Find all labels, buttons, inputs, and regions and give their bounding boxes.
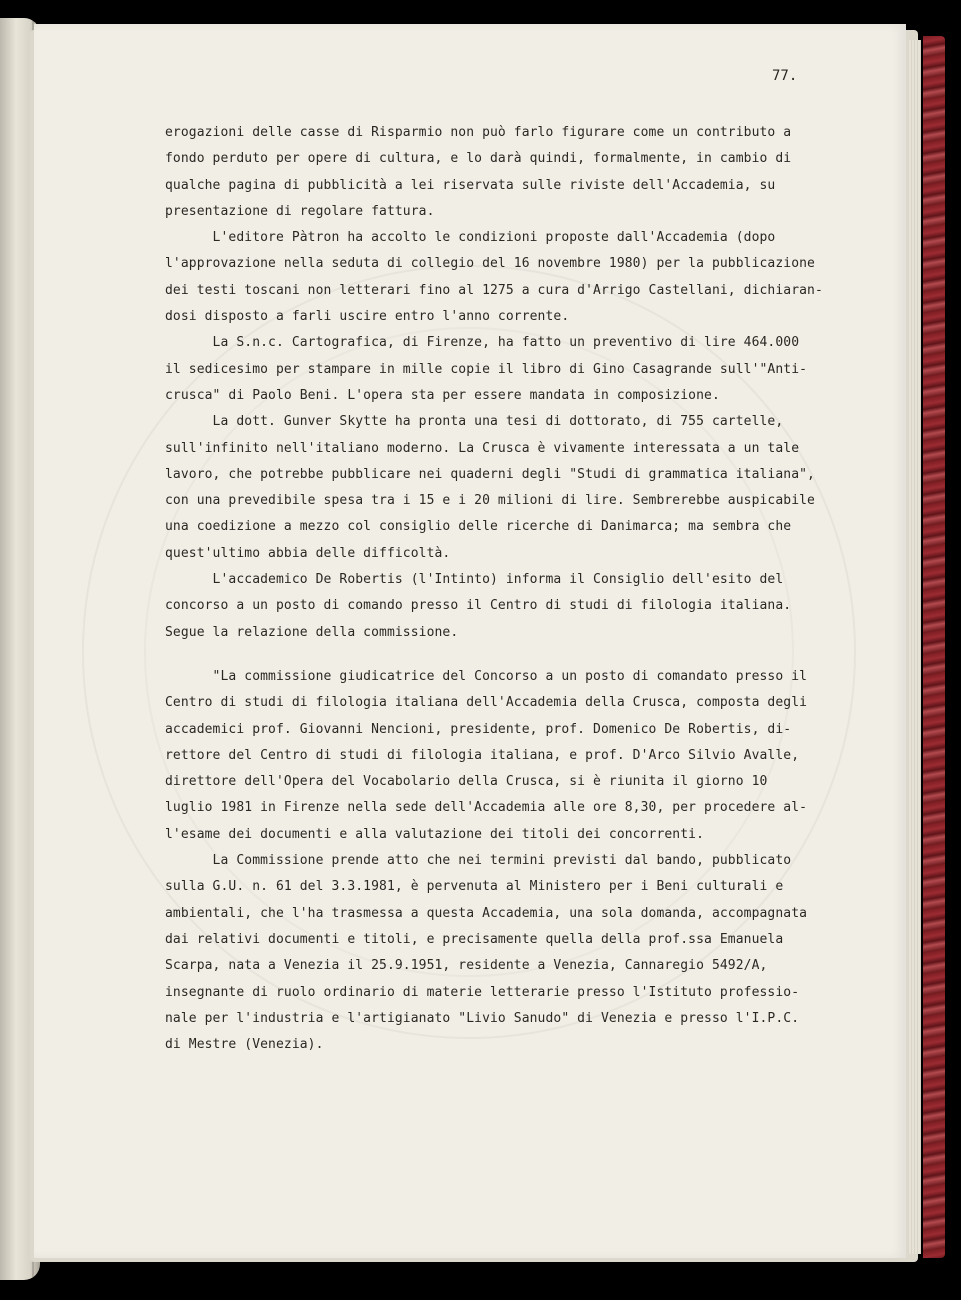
text-line: dei testi toscani non letterari fino al 1275 a cura d'Arrigo Castellani, dichiaran- bbox=[165, 282, 823, 298]
text-line: una coedizione a mezzo col consiglio delle ricerche di Danimarca; ma sembra che bbox=[165, 519, 792, 535]
text-line: luglio 1981 in Firenze nella sede dell'Accademia alle ore 8,30, per procedere al- bbox=[165, 800, 808, 816]
text-line: Segue la relazione della commissione. bbox=[165, 624, 459, 640]
text-line: l'approvazione nella seduta di collegio del 16 novembre 1980) per la pubblicazione bbox=[165, 256, 815, 272]
text-line: con una prevedibile spesa tra i 15 e i 20 milioni di lire. Sembrerebbe auspicabile bbox=[165, 493, 815, 509]
text-line: L'accademico De Robertis (l'Intinto) informa il Consiglio dell'esito del bbox=[165, 572, 784, 588]
text-line: La Commissione prende atto che nei termini previsti dal bando, pubblicato bbox=[165, 853, 792, 869]
text-line: La S.n.c. Cartografica, di Firenze, ha fatto un preventivo di lire 464.000 bbox=[165, 335, 800, 351]
text-line: sulla G.U. n. 61 del 3.3.1981, è pervenuta al Ministero per i Beni culturali e bbox=[165, 879, 784, 895]
text-line: presentazione di regolare fattura. bbox=[165, 203, 435, 219]
text-line: fondo perduto per opere di cultura, e lo darà quindi, formalmente, in cambio di bbox=[165, 151, 792, 167]
typewritten-text bbox=[165, 120, 823, 1058]
text-line: Centro di studi di filologia italiana dell'Accademia della Crusca, composta degli bbox=[165, 695, 808, 711]
paragraph-gap bbox=[165, 646, 815, 664]
text-line: qualche pagina di pubblicità a lei riservata sulle riviste dell'Accademia, su bbox=[165, 177, 776, 193]
book-cover-edge bbox=[923, 36, 945, 1258]
text-line: l'esame dei documenti e alla valutazione dei titoli dei concorrenti. bbox=[165, 826, 705, 842]
text-line: lavoro, che potrebbe pubblicare nei quaderni degli "Studi di grammatica italiana", bbox=[165, 466, 815, 482]
text-line: Scarpa, nata a Venezia il 25.9.1951, residente a Venezia, Cannaregio 5492/A, bbox=[165, 958, 768, 974]
text-line: insegnante di ruolo ordinario di materie letterarie presso l'Istituto professio- bbox=[165, 984, 800, 1000]
text-line: La dott. Gunver Skytte ha pronta una tesi di dottorato, di 755 cartelle, bbox=[165, 414, 784, 430]
text-line: sull'infinito nell'italiano moderno. La Crusca è vivamente interessata a un tale bbox=[165, 440, 800, 456]
text-line: L'editore Pàtron ha accolto le condizioni proposte dall'Accademia (dopo bbox=[165, 230, 776, 246]
page-number: 77. bbox=[772, 68, 798, 84]
text-line: ambientali, che l'ha trasmessa a questa Accademia, una sola domanda, accompagnata bbox=[165, 905, 808, 921]
text-line: direttore dell'Opera del Vocabolario della Crusca, si è riunita il giorno 10 bbox=[165, 774, 768, 790]
text-line: "La commissione giudicatrice del Concorso a un posto di comandato presso il bbox=[165, 668, 808, 684]
text-line: crusca" di Paolo Beni. L'opera sta per essere mandata in composizione. bbox=[165, 387, 720, 403]
text-block-commission-report bbox=[165, 664, 815, 1058]
text-line: concorso a un posto di comando presso il Centro di studi di filologia italiana. bbox=[165, 598, 792, 614]
text-line: nale per l'industria e l'artigianato "Livio Sanudo" di Venezia e presso l'I.P.C. bbox=[165, 1010, 800, 1026]
text-line: dai relativi documenti e titoli, e precisamente quella della prof.ssa Emanuela bbox=[165, 931, 784, 947]
text-line: di Mestre (Venezia). bbox=[165, 1037, 324, 1053]
text-line: accademici prof. Giovanni Nencioni, presidente, prof. Domenico De Robertis, di- bbox=[165, 721, 792, 737]
text-line: dosi disposto a farli uscire entro l'anno corrente. bbox=[165, 309, 570, 325]
text-line: quest'ultimo abbia delle difficoltà. bbox=[165, 545, 451, 561]
text-line: rettore del Centro di studi di filologia italiana, e prof. D'Arco Silvio Avalle, bbox=[165, 747, 800, 763]
page-edges bbox=[909, 40, 921, 1254]
text-line: erogazioni delle casse di Risparmio non può farlo figurare come un contributo a bbox=[165, 125, 792, 140]
text-line: il sedicesimo per stampare in mille copie il libro di Gino Casagrande sull'"Anti- bbox=[165, 361, 808, 377]
text-block-minutes bbox=[165, 120, 823, 646]
